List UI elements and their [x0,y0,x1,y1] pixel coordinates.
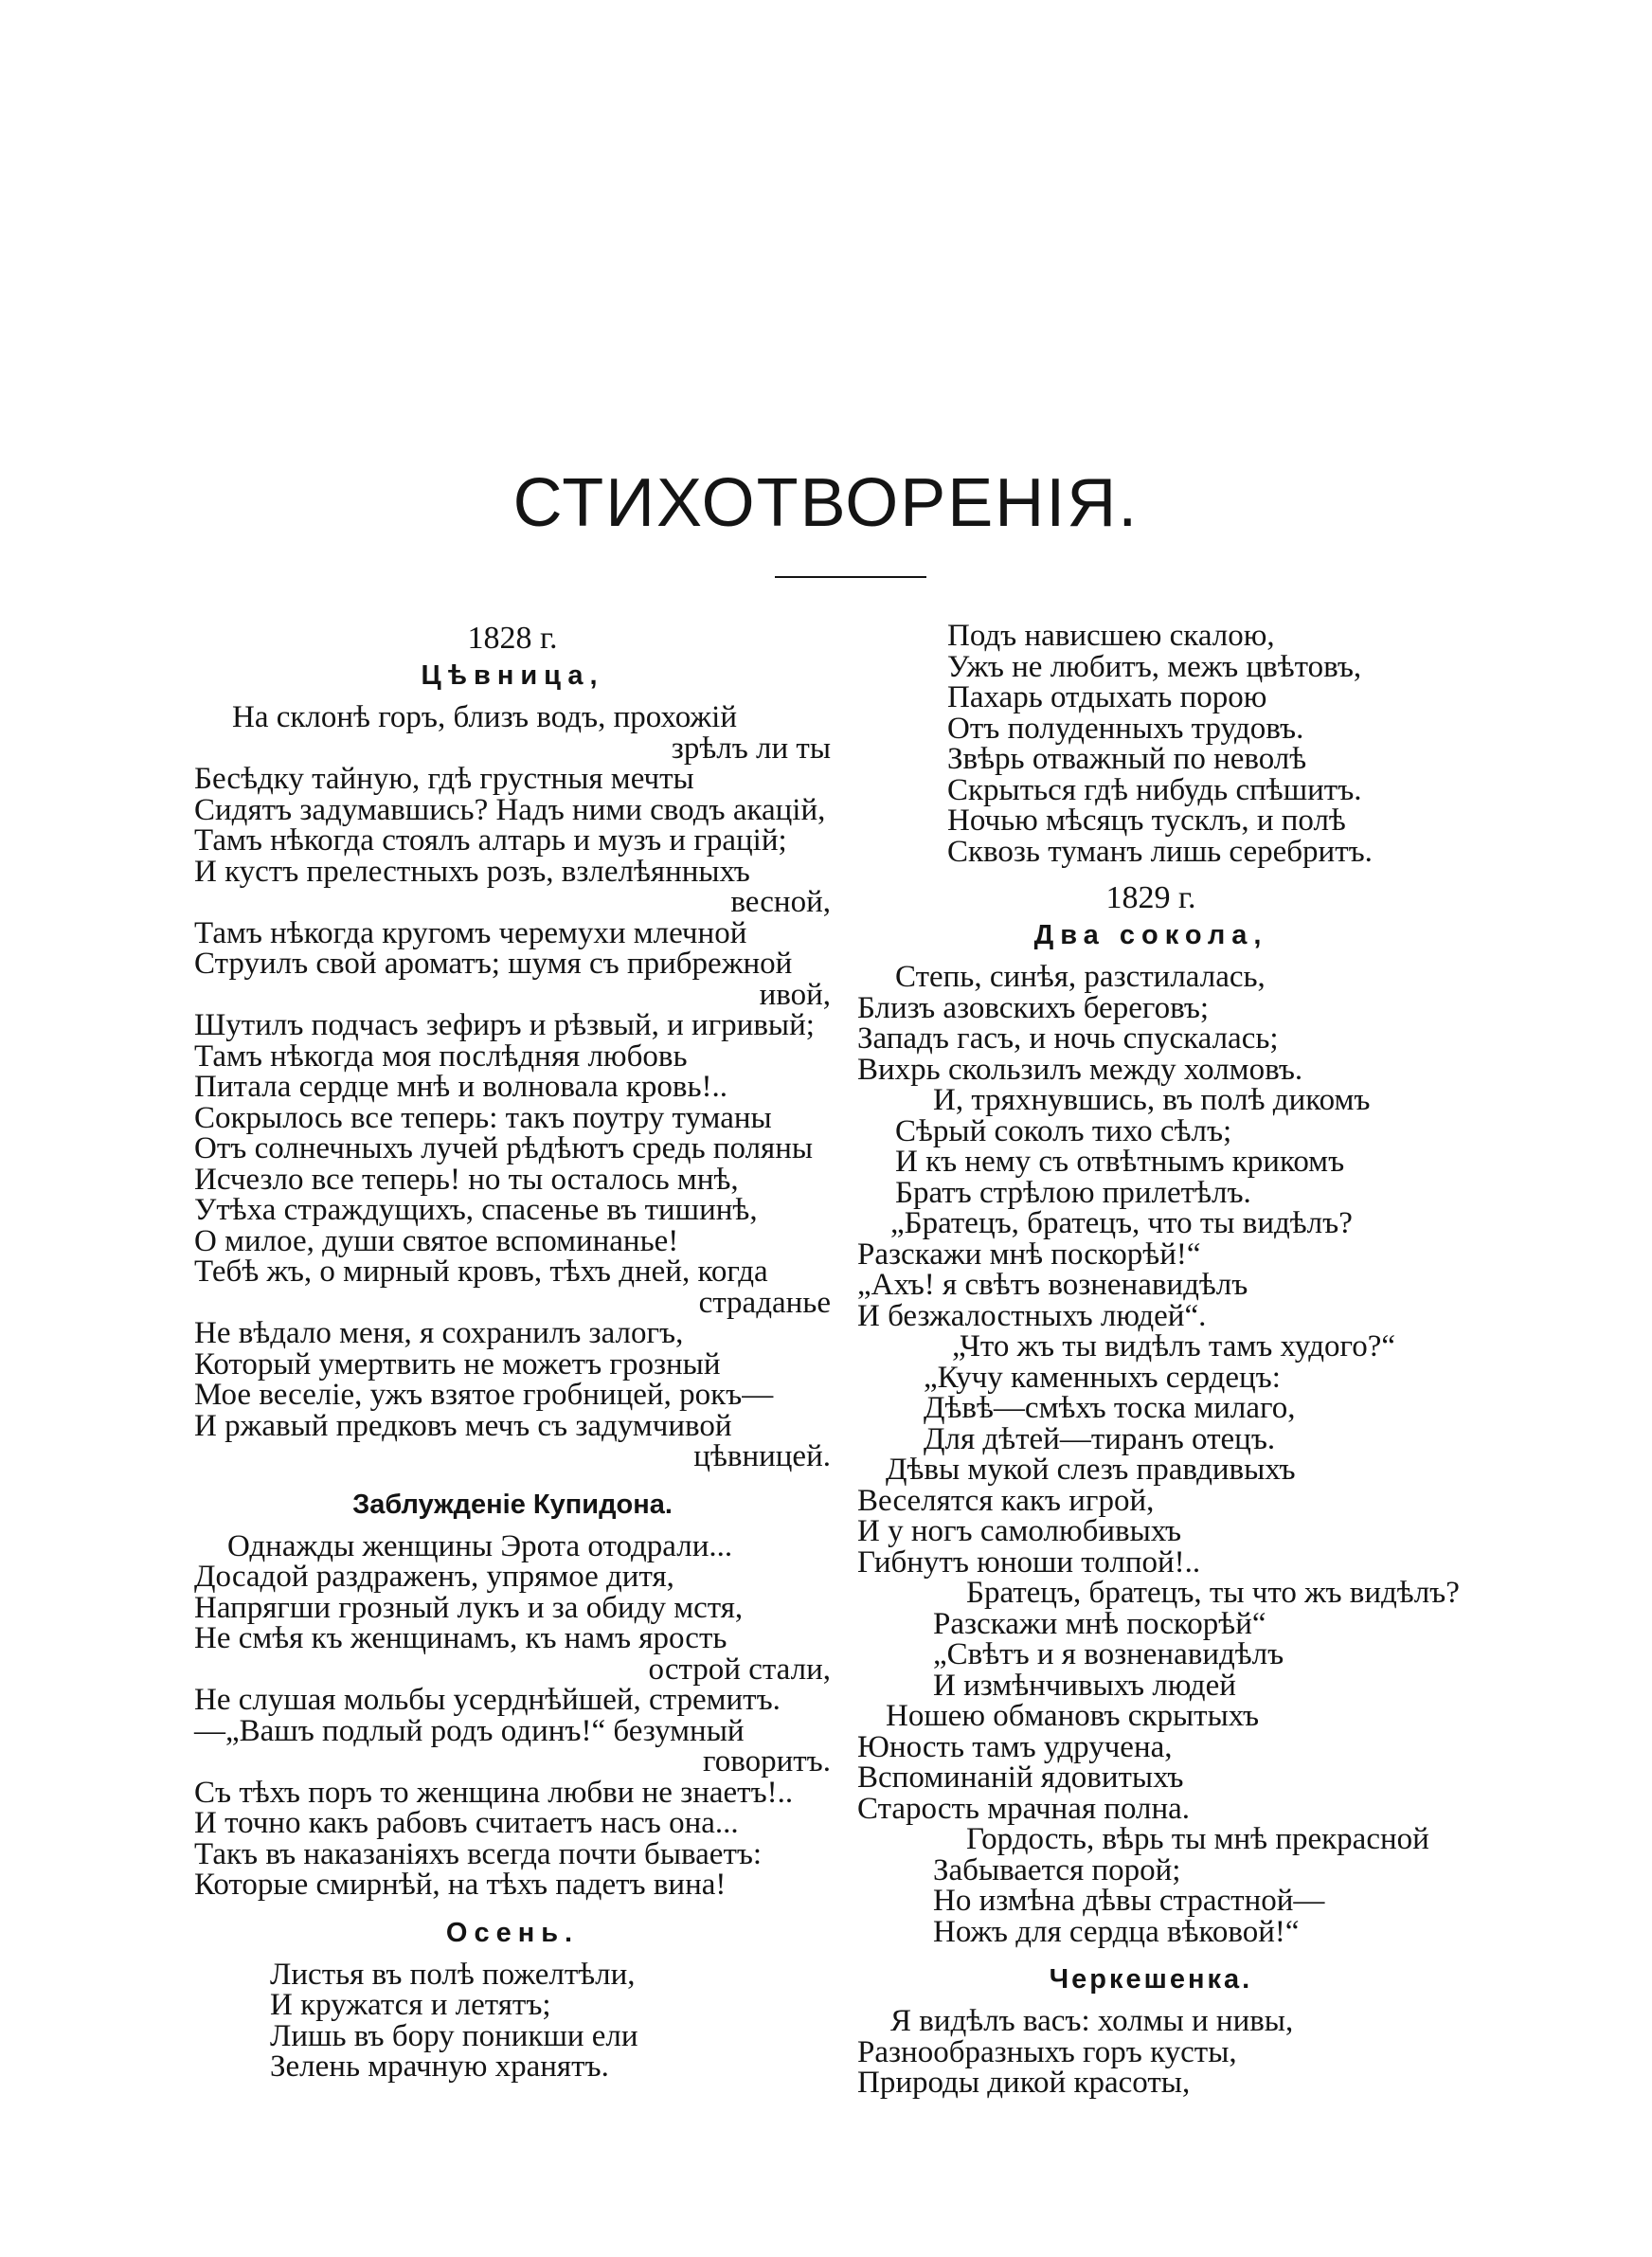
poem-line: Тамъ нѣкогда стоялъ алтарь и музъ и грацій; [194,823,787,858]
poem-line: Исчезло все теперь! но ты осталось мнѣ, [194,1162,739,1197]
poem-line: И измѣнчивыхъ людей [933,1668,1236,1703]
poem-line: Не смѣя къ женщинамъ, къ намъ ярость [194,1621,727,1655]
poem-line: Вихрь скользилъ между холмовъ. [857,1052,1303,1087]
poem-line: „Братецъ, братецъ, что ты видѣлъ? [890,1206,1353,1240]
poem-line: страданье [698,1285,831,1320]
poem-line: Такъ въ наказаніяхъ всегда почти бываетъ: [194,1836,763,1871]
poem-line: „Кучу каменныхъ сердецъ: [924,1360,1281,1395]
poem-line: Который умертвить не можетъ грозный [194,1346,721,1381]
poem-line: Съ тѣхъ поръ то женщина любви не знаетъ!.. [194,1775,794,1810]
poem-line: О милое, души святое вспоминанье! [194,1223,679,1258]
poem-line: Гордость, вѣрь ты мнѣ прекрасной [966,1822,1429,1856]
poem-line: Вспоминаній ядовитыхъ [857,1760,1184,1795]
poem-line: Напрягши грозный лукъ и за обиду мстя, [194,1590,744,1625]
poem-line: Природы дикой красоты, [857,2066,1191,2100]
poem-line: Разскажи мнѣ поскорѣй“ [933,1606,1266,1641]
poem-line: И у ногъ самолюбивыхъ [857,1514,1182,1548]
poem-line: Лишь въ бору поникши ели [270,2018,638,2053]
poem-line: Дѣвы мукой слезъ правдивыхъ [886,1453,1296,1487]
poem-line: Забывается порой; [933,1852,1181,1887]
poem-line: Однажды женщины Эрота отодрали... [227,1528,733,1563]
poem-line: „Ахъ! я свѣтъ возненавидѣлъ [857,1268,1248,1302]
poem-line: „Что жъ ты видѣлъ тамъ худого?“ [952,1329,1396,1363]
poem-line: Но измѣна дѣвы страстной— [933,1884,1325,1918]
poem-line: Западъ гасъ, и ночь спускалась; [857,1021,1279,1056]
poem-line: Листья въ полѣ пожелтѣли, [270,1957,636,1992]
poem-line: И къ нему съ отвѣтнымъ крикомъ [895,1145,1345,1179]
poem-line: Струилъ свой ароматъ; шумя съ прибрежной [194,947,793,981]
poem-title-tsevnitsa: Цѣвница, [421,660,604,691]
poem-title-dva-sokola: Два сокола, [1033,920,1268,950]
poem-line: Тамъ нѣкогда кругомъ черемухи млечной [194,915,747,950]
poem-line: И ржавый предковъ мечъ съ задумчивой [194,1408,732,1443]
page-title: СТИХОТВОРЕНIЯ. [512,465,1140,541]
poem-line: И кружатся и летятъ; [270,1988,551,2022]
poem-line: И точно какъ рабовъ считаетъ насъ она... [194,1806,739,1840]
poem-line: Отъ полуденныхъ трудовъ. [947,711,1304,746]
poem-line: Зелень мрачную хранятъ. [270,2049,609,2084]
poem-line: Шутилъ подчасъ зефиръ и рѣзвый, и игривый; [194,1008,815,1042]
poem-line: Разнообразныхъ горъ кусты, [857,2034,1237,2069]
poem-line: зрѣлъ ли ты [671,731,831,766]
poem-line: Юность тамъ удручена, [857,1729,1173,1764]
left-column [194,621,831,2083]
poem-line: Сокрылось все теперь: такъ поутру туманы [194,1100,772,1135]
poem-line: острой стали, [648,1652,831,1687]
poem-line: Братецъ, братецъ, ты что жъ видѣлъ? [966,1576,1460,1610]
poem-line: И, тряхнувшись, въ полѣ дикомъ [933,1083,1371,1117]
poem-line: Которые смирнѣй, на тѣхъ падетъ вина! [194,1868,727,1902]
poem-line: Не вѣдало меня, я сохранилъ залогъ, [194,1316,684,1350]
poem-line: Для дѣтей—тиранъ отецъ. [924,1421,1276,1456]
poem-line: Старость мрачная полна. [857,1791,1191,1826]
poem-line: Ножъ для сердца вѣковой!“ [933,1914,1300,1949]
poem-line: Тебѣ жъ, о мирный кровъ, тѣхъ дней, когда [194,1255,768,1289]
poem-line: ивой, [759,977,831,1012]
poem-line: Степь, синѣя, разстилалась, [895,960,1266,994]
poem-line: На склонѣ горъ, близъ водъ, прохожій [232,700,738,734]
poem-title-cherkeshenka: Черкешенка. [1049,1964,1253,1995]
poem-line: Скрыться гдѣ нибудь спѣшитъ. [947,772,1362,807]
poem-line: И кустъ прелестныхъ розъ, взлелѣянныхъ [194,854,750,889]
poem-line: Питала сердце мнѣ и волновала кровь!.. [194,1070,727,1104]
poem-line: —„Вашъ подлый родъ одинъ!“ безумный [194,1713,745,1748]
poem-line: Пахарь отдыхать порою [947,680,1267,714]
poem-line: весной, [730,885,831,919]
poem-line: Ужъ не любитъ, межъ цвѣтовъ, [947,649,1362,684]
poem-title-osen: Осень. [445,1917,580,1948]
poem-line: Я видѣлъ васъ: холмы и нивы, [890,2004,1294,2038]
poem-line: Бесѣдку тайную, гдѣ грустныя мечты [194,762,694,796]
poem-line: Ночью мѣсяцъ тусклъ, и полѣ [947,803,1346,838]
year-heading-1828: 1828 г. [467,621,558,656]
right-column [857,619,1460,2100]
poem-line: „Свѣтъ и я возненавидѣлъ [933,1637,1284,1671]
poem-line: Сквозь туманъ лишь серебритъ. [947,834,1373,869]
year-heading-1829: 1829 г. [1105,880,1196,915]
poem-line: И безжалостныхъ людей“. [857,1298,1207,1333]
poem-line: Разскажи мнѣ поскорѣй!“ [857,1237,1201,1272]
poem-line: Досадой раздраженъ, упрямое дитя, [194,1560,674,1594]
poem-line: Ношею обмановъ скрытыхъ [886,1699,1260,1733]
poem-line: Отъ солнечныхъ лучей рѣдѣютъ средь поляны [194,1131,814,1165]
poem-line: Гибнутъ юноши толпой!.. [857,1544,1201,1580]
poem-line: Тамъ нѣкогда моя послѣдняя любовь [194,1038,688,1074]
poem-line: Близъ азовскихъ береговъ; [857,990,1210,1025]
poem-line: Подъ нависшею скалою, [947,619,1275,653]
poem-line: Дѣвѣ—смѣхъ тоска милаго, [924,1391,1296,1425]
poem-line: Сидятъ задумавшись? Надъ ними сводъ акацій, [194,792,826,827]
poem-line: Звѣрь отважный по неволѣ [947,742,1307,776]
poem-line: Утѣха страждущихъ, спасенье въ тишинѣ, [194,1193,758,1227]
poem-line: Не слушая мольбы усерднѣйшей, стремитъ. [194,1683,781,1717]
poem-line: Мое веселіе, ужъ взятое гробницей, рокъ— [194,1378,774,1412]
poem-line: Веселятся какъ игрой, [857,1483,1155,1518]
poem-line: Сѣрый соколъ тихо сѣлъ; [895,1113,1232,1148]
poem-line: цѣвницей. [693,1439,831,1473]
poem-line: Братъ стрѣлою прилетѣлъ. [895,1175,1251,1210]
poem-line: говоритъ. [703,1744,831,1779]
title-divider [775,576,926,578]
poem-title-kupidon: Заблужденіе Купидона. [352,1489,673,1520]
